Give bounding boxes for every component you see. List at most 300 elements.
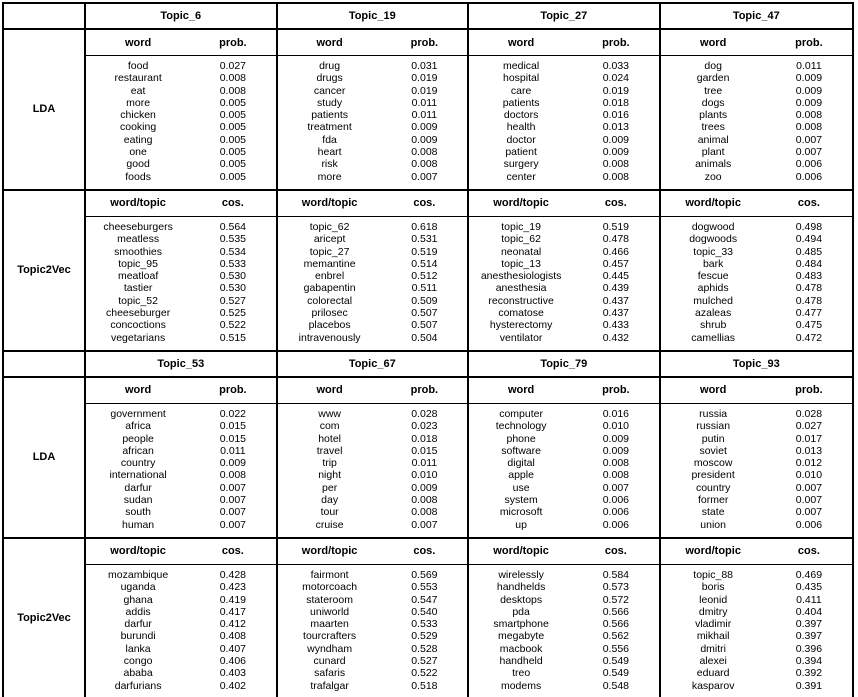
value-column-header: cos. — [413, 197, 436, 210]
word-cell: handheld — [499, 654, 543, 667]
data-rows — [469, 404, 659, 537]
value-cell: 0.572 — [602, 593, 629, 606]
table-row — [469, 630, 659, 642]
word-column-header: word — [700, 384, 727, 397]
word-cell: topic_13 — [501, 257, 541, 270]
value-cell: 0.528 — [411, 642, 438, 655]
table-row — [86, 433, 276, 445]
value-cell: 0.008 — [795, 109, 823, 122]
column-header-row — [86, 191, 276, 217]
word-cell: tourcrafters — [303, 630, 357, 643]
word-column-header: word/topic — [685, 197, 741, 210]
value-cell: 0.019 — [411, 72, 438, 85]
word-cell: topic_27 — [309, 245, 350, 258]
value-cell: 0.019 — [411, 84, 438, 97]
column-header-row — [278, 539, 468, 565]
value-cell: 0.008 — [602, 469, 629, 482]
value-cell: 0.017 — [795, 432, 823, 445]
value-cell: 0.566 — [602, 605, 629, 618]
table-row — [469, 457, 659, 469]
table-row — [86, 97, 276, 109]
table-row — [278, 109, 468, 121]
word-cell: chicken — [120, 109, 156, 122]
word-cell: uganda — [120, 581, 156, 594]
value-cell: 0.584 — [602, 568, 629, 581]
word-cell: treo — [512, 667, 531, 680]
word-cell: union — [700, 518, 726, 531]
table-row — [469, 97, 659, 109]
word-column-header: word — [124, 36, 152, 49]
column-header-row — [86, 30, 276, 56]
value-cell: 0.412 — [219, 618, 246, 631]
table-row — [469, 233, 659, 245]
value-cell: 0.008 — [411, 158, 438, 171]
table-row — [278, 594, 468, 606]
word-cell: vladimir — [695, 618, 732, 631]
value-cell: 0.010 — [795, 469, 823, 482]
value-cell: 0.439 — [602, 282, 629, 295]
word-cell: modems — [500, 679, 542, 692]
word-column-header: word/topic — [110, 197, 166, 210]
word-cell: country — [695, 481, 731, 494]
word-cell: topic_62 — [309, 220, 350, 233]
table-row — [661, 420, 853, 432]
word-cell: night — [318, 469, 341, 482]
word-cell: cancer — [313, 84, 346, 97]
table-row — [278, 246, 468, 258]
word-cell: people — [122, 432, 154, 445]
table-row — [86, 569, 276, 581]
value-cell: 0.397 — [795, 618, 823, 631]
word-cell: wirelessly — [498, 568, 544, 581]
value-cell: 0.402 — [219, 679, 246, 692]
word-cell: www — [318, 407, 341, 420]
word-cell: russian — [696, 420, 731, 433]
word-cell: alexei — [699, 654, 727, 667]
word-cell: ventilator — [499, 331, 543, 344]
column-header-row — [469, 539, 659, 565]
value-cell: 0.007 — [795, 133, 823, 146]
value-cell: 0.031 — [411, 60, 438, 72]
word-cell: foods — [125, 170, 151, 183]
value-cell: 0.007 — [219, 494, 246, 507]
value-cell: 0.396 — [795, 642, 823, 655]
topic-group — [469, 378, 661, 537]
word-cell: colorectal — [307, 294, 353, 307]
table-row — [86, 606, 276, 618]
topic-header: Topic_93 — [732, 357, 780, 370]
word-cell: motorcoach — [302, 581, 358, 594]
word-cell: vegetarians — [110, 331, 166, 344]
value-cell: 0.005 — [219, 96, 246, 109]
value-cell: 0.566 — [602, 618, 629, 631]
table-row — [86, 72, 276, 84]
value-column-header: cos. — [797, 545, 820, 558]
word-column-header: word — [507, 36, 535, 49]
word-cell: one — [129, 146, 147, 159]
value-cell: 0.015 — [219, 420, 246, 433]
value-cell: 0.019 — [602, 84, 629, 97]
table-row — [469, 445, 659, 457]
table-row — [86, 482, 276, 494]
table-row — [469, 246, 659, 258]
table-row — [661, 433, 853, 445]
value-cell: 0.011 — [220, 444, 246, 457]
word-cell: president — [691, 469, 735, 482]
table-row — [469, 618, 659, 630]
word-cell: risk — [321, 158, 338, 171]
word-column-header: word/topic — [493, 197, 549, 210]
value-cell: 0.007 — [411, 170, 438, 183]
table-row — [661, 519, 853, 531]
table-row — [86, 295, 276, 307]
table-row — [661, 680, 853, 692]
table-row — [86, 60, 276, 72]
data-rows — [86, 217, 276, 350]
value-cell: 0.018 — [602, 96, 629, 109]
value-cell: 0.403 — [219, 667, 246, 680]
word-cell: restaurant — [114, 72, 162, 85]
value-cell: 0.553 — [411, 581, 438, 594]
table-row — [469, 158, 659, 170]
word-cell: macbook — [499, 642, 543, 655]
table-row — [278, 643, 468, 655]
column-header-row — [278, 378, 468, 404]
word-cell: topic_95 — [118, 257, 158, 270]
table-row — [661, 606, 853, 618]
word-column-header: word — [124, 384, 152, 397]
value-cell: 0.466 — [602, 245, 629, 258]
table-row — [278, 655, 468, 667]
table-row — [661, 85, 853, 97]
table-row — [469, 146, 659, 158]
word-cell: azaleas — [695, 307, 732, 320]
table-row — [469, 319, 659, 331]
topic-group — [86, 378, 278, 537]
value-cell: 0.534 — [219, 245, 246, 258]
word-column-header: word — [316, 36, 343, 49]
table-row — [469, 85, 659, 97]
value-cell: 0.008 — [602, 158, 629, 171]
word-cell: smoothies — [114, 245, 163, 258]
table-row — [86, 270, 276, 282]
word-cell: use — [512, 481, 530, 494]
topic2vec-band — [4, 539, 852, 697]
value-cell: 0.009 — [602, 146, 629, 159]
value-column-header: cos. — [604, 545, 627, 558]
table-row — [278, 581, 468, 593]
word-cell: country — [120, 457, 156, 470]
value-cell: 0.011 — [796, 60, 822, 72]
table-row — [278, 332, 468, 344]
word-cell: megabyte — [498, 630, 545, 643]
value-cell: 0.408 — [219, 630, 246, 643]
word-cell: dmitry — [698, 605, 728, 618]
table-row — [86, 594, 276, 606]
word-cell: plants — [699, 109, 728, 122]
word-cell: patient — [505, 146, 537, 159]
column-header-row — [661, 378, 853, 404]
word-cell: anesthesia — [495, 282, 547, 295]
table-row — [278, 482, 468, 494]
topic-group — [278, 378, 470, 537]
value-cell: 0.007 — [219, 506, 246, 519]
word-cell: eating — [123, 133, 153, 146]
table-row — [86, 457, 276, 469]
table-row — [86, 109, 276, 121]
value-cell: 0.007 — [219, 481, 246, 494]
word-column-header: word/topic — [110, 545, 166, 558]
table-row — [661, 295, 853, 307]
word-cell: trees — [701, 121, 725, 134]
table-row — [86, 581, 276, 593]
word-cell: cruise — [315, 518, 344, 531]
table-row — [86, 134, 276, 146]
word-cell: doctors — [503, 109, 539, 122]
value-cell: 0.009 — [411, 481, 438, 494]
word-cell: hospital — [503, 72, 540, 85]
value-cell: 0.006 — [602, 494, 629, 507]
value-cell: 0.010 — [602, 420, 629, 433]
value-cell: 0.527 — [219, 294, 246, 307]
table-row — [86, 246, 276, 258]
column-header-row — [86, 378, 276, 404]
word-cell: food — [127, 60, 149, 72]
word-column-header: word/topic — [301, 197, 358, 210]
word-cell: more — [317, 170, 342, 183]
word-cell: tastier — [123, 282, 153, 295]
table-row — [661, 282, 853, 294]
value-cell: 0.028 — [795, 407, 823, 420]
table-row — [278, 134, 468, 146]
value-cell: 0.005 — [219, 146, 246, 159]
table-row — [661, 494, 853, 506]
word-cell: anesthesiologists — [480, 270, 562, 283]
table-row — [469, 581, 659, 593]
value-cell: 0.483 — [795, 270, 823, 283]
data-rows — [86, 565, 276, 697]
word-cell: topic_19 — [501, 220, 541, 233]
word-cell: garden — [696, 72, 730, 85]
value-cell: 0.005 — [219, 133, 246, 146]
value-cell: 0.535 — [219, 233, 246, 246]
method-label-lda: LDA — [4, 378, 86, 537]
table-row — [661, 158, 853, 170]
table-row — [661, 146, 853, 158]
table-row — [469, 433, 659, 445]
table-row — [469, 482, 659, 494]
word-cell: drug — [319, 60, 341, 72]
data-rows — [278, 565, 468, 697]
value-cell: 0.006 — [602, 506, 629, 519]
table-row — [469, 494, 659, 506]
word-cell: heart — [317, 146, 342, 159]
topic-group — [661, 539, 853, 697]
word-cell: darfur — [124, 481, 152, 494]
table-row — [469, 569, 659, 581]
table-row — [661, 457, 853, 469]
word-cell: mozambique — [108, 568, 169, 581]
table-row — [469, 72, 659, 84]
table-row — [86, 121, 276, 133]
table-row — [278, 506, 468, 518]
word-cell: day — [321, 494, 339, 507]
word-cell: former — [697, 494, 729, 507]
table-row — [661, 134, 853, 146]
value-cell: 0.522 — [411, 667, 438, 680]
value-cell: 0.549 — [602, 667, 629, 680]
word-cell: eat — [130, 84, 146, 97]
value-cell: 0.007 — [795, 146, 823, 159]
table-row — [86, 469, 276, 481]
table-row — [469, 109, 659, 121]
topic-header-row — [4, 4, 852, 30]
table-row — [469, 506, 659, 518]
value-cell: 0.477 — [795, 307, 823, 320]
value-cell: 0.478 — [795, 282, 823, 295]
table-row — [469, 221, 659, 233]
table-row — [278, 319, 468, 331]
table-row — [278, 618, 468, 630]
table-row — [86, 506, 276, 518]
word-column-header: word/topic — [685, 545, 741, 558]
topic-header: Topic_53 — [86, 352, 278, 376]
topic-header-row — [4, 352, 852, 378]
value-cell: 0.564 — [219, 220, 246, 233]
value-cell: 0.013 — [795, 444, 823, 457]
table-row — [278, 569, 468, 581]
word-cell: dog — [704, 60, 722, 72]
word-cell: computer — [499, 407, 543, 420]
topic-header: Topic_47 — [732, 10, 780, 22]
value-cell: 0.504 — [411, 331, 438, 344]
column-header-row — [661, 539, 853, 565]
table-row — [661, 97, 853, 109]
value-cell: 0.006 — [795, 518, 823, 531]
word-cell: ghana — [123, 593, 153, 606]
table-row — [661, 618, 853, 630]
value-cell: 0.007 — [602, 481, 629, 494]
value-cell: 0.514 — [411, 257, 438, 270]
word-column-header: word — [316, 384, 343, 397]
word-cell: comatose — [498, 307, 544, 320]
value-cell: 0.008 — [602, 457, 629, 470]
value-cell: 0.005 — [219, 170, 246, 183]
word-cell: tree — [704, 84, 723, 97]
table-row — [469, 594, 659, 606]
word-cell: surgery — [503, 158, 539, 171]
word-cell: placebos — [308, 319, 351, 332]
value-cell: 0.478 — [602, 233, 629, 246]
word-cell: african — [122, 444, 154, 457]
table-row — [661, 581, 853, 593]
word-cell: medical — [503, 60, 540, 72]
table-row — [86, 282, 276, 294]
value-column-header: prob. — [219, 384, 247, 397]
word-cell: boris — [701, 581, 725, 594]
word-cell: dmitri — [700, 642, 726, 655]
value-cell: 0.005 — [219, 121, 246, 134]
table-row — [469, 60, 659, 72]
topic-group — [278, 30, 470, 189]
table-row — [278, 97, 468, 109]
data-rows — [469, 56, 659, 189]
data-rows — [469, 217, 659, 350]
value-cell: 0.008 — [411, 146, 438, 159]
value-cell: 0.531 — [411, 233, 438, 246]
value-cell: 0.428 — [219, 568, 246, 581]
word-cell: soviet — [699, 444, 727, 457]
table-row — [469, 134, 659, 146]
value-cell: 0.511 — [411, 282, 438, 295]
value-cell: 0.432 — [602, 331, 629, 344]
value-cell: 0.013 — [602, 121, 629, 134]
table-row — [278, 469, 468, 481]
value-cell: 0.009 — [411, 121, 438, 134]
table-row — [278, 420, 468, 432]
value-cell: 0.009 — [602, 133, 629, 146]
word-cell: phone — [506, 432, 536, 445]
word-cell: ababa — [123, 667, 153, 680]
column-header-row — [469, 378, 659, 404]
word-cell: meatless — [117, 233, 160, 246]
value-column-header: cos. — [221, 545, 244, 558]
word-cell: congo — [123, 654, 153, 667]
column-header-row — [278, 30, 468, 56]
value-cell: 0.512 — [411, 270, 438, 283]
value-cell: 0.445 — [602, 270, 629, 283]
value-cell: 0.008 — [795, 121, 823, 134]
table-row — [661, 319, 853, 331]
word-cell: mulched — [693, 294, 733, 307]
table-row — [86, 258, 276, 270]
table-row — [661, 246, 853, 258]
data-rows — [278, 404, 468, 537]
value-cell: 0.018 — [411, 432, 438, 445]
topic-group — [86, 539, 278, 697]
table-row — [86, 158, 276, 170]
table-row — [661, 270, 853, 282]
word-cell: fda — [322, 133, 337, 146]
value-cell: 0.392 — [795, 667, 823, 680]
table-row — [661, 630, 853, 642]
table-row — [661, 469, 853, 481]
word-cell: prilosec — [311, 307, 348, 320]
word-cell: russia — [699, 407, 728, 420]
corner-cell — [4, 352, 86, 376]
value-column-header: cos. — [221, 197, 244, 210]
word-cell: maarten — [310, 618, 349, 631]
value-cell: 0.530 — [219, 270, 246, 283]
value-cell: 0.015 — [411, 444, 438, 457]
word-cell: hotel — [318, 432, 341, 445]
table-row — [469, 469, 659, 481]
value-cell: 0.562 — [602, 630, 629, 643]
column-header-row — [86, 539, 276, 565]
word-cell: topic_52 — [118, 294, 158, 307]
word-cell: eduard — [696, 667, 730, 680]
column-header-row — [661, 191, 853, 217]
word-cell: plant — [701, 146, 725, 159]
data-rows — [661, 56, 853, 189]
word-cell: shrub — [700, 319, 727, 332]
value-cell: 0.435 — [795, 581, 823, 594]
word-cell: patients — [311, 109, 348, 122]
table-row — [661, 307, 853, 319]
value-column-header: prob. — [219, 36, 247, 49]
word-cell: government — [110, 407, 166, 420]
word-cell: com — [319, 420, 340, 433]
